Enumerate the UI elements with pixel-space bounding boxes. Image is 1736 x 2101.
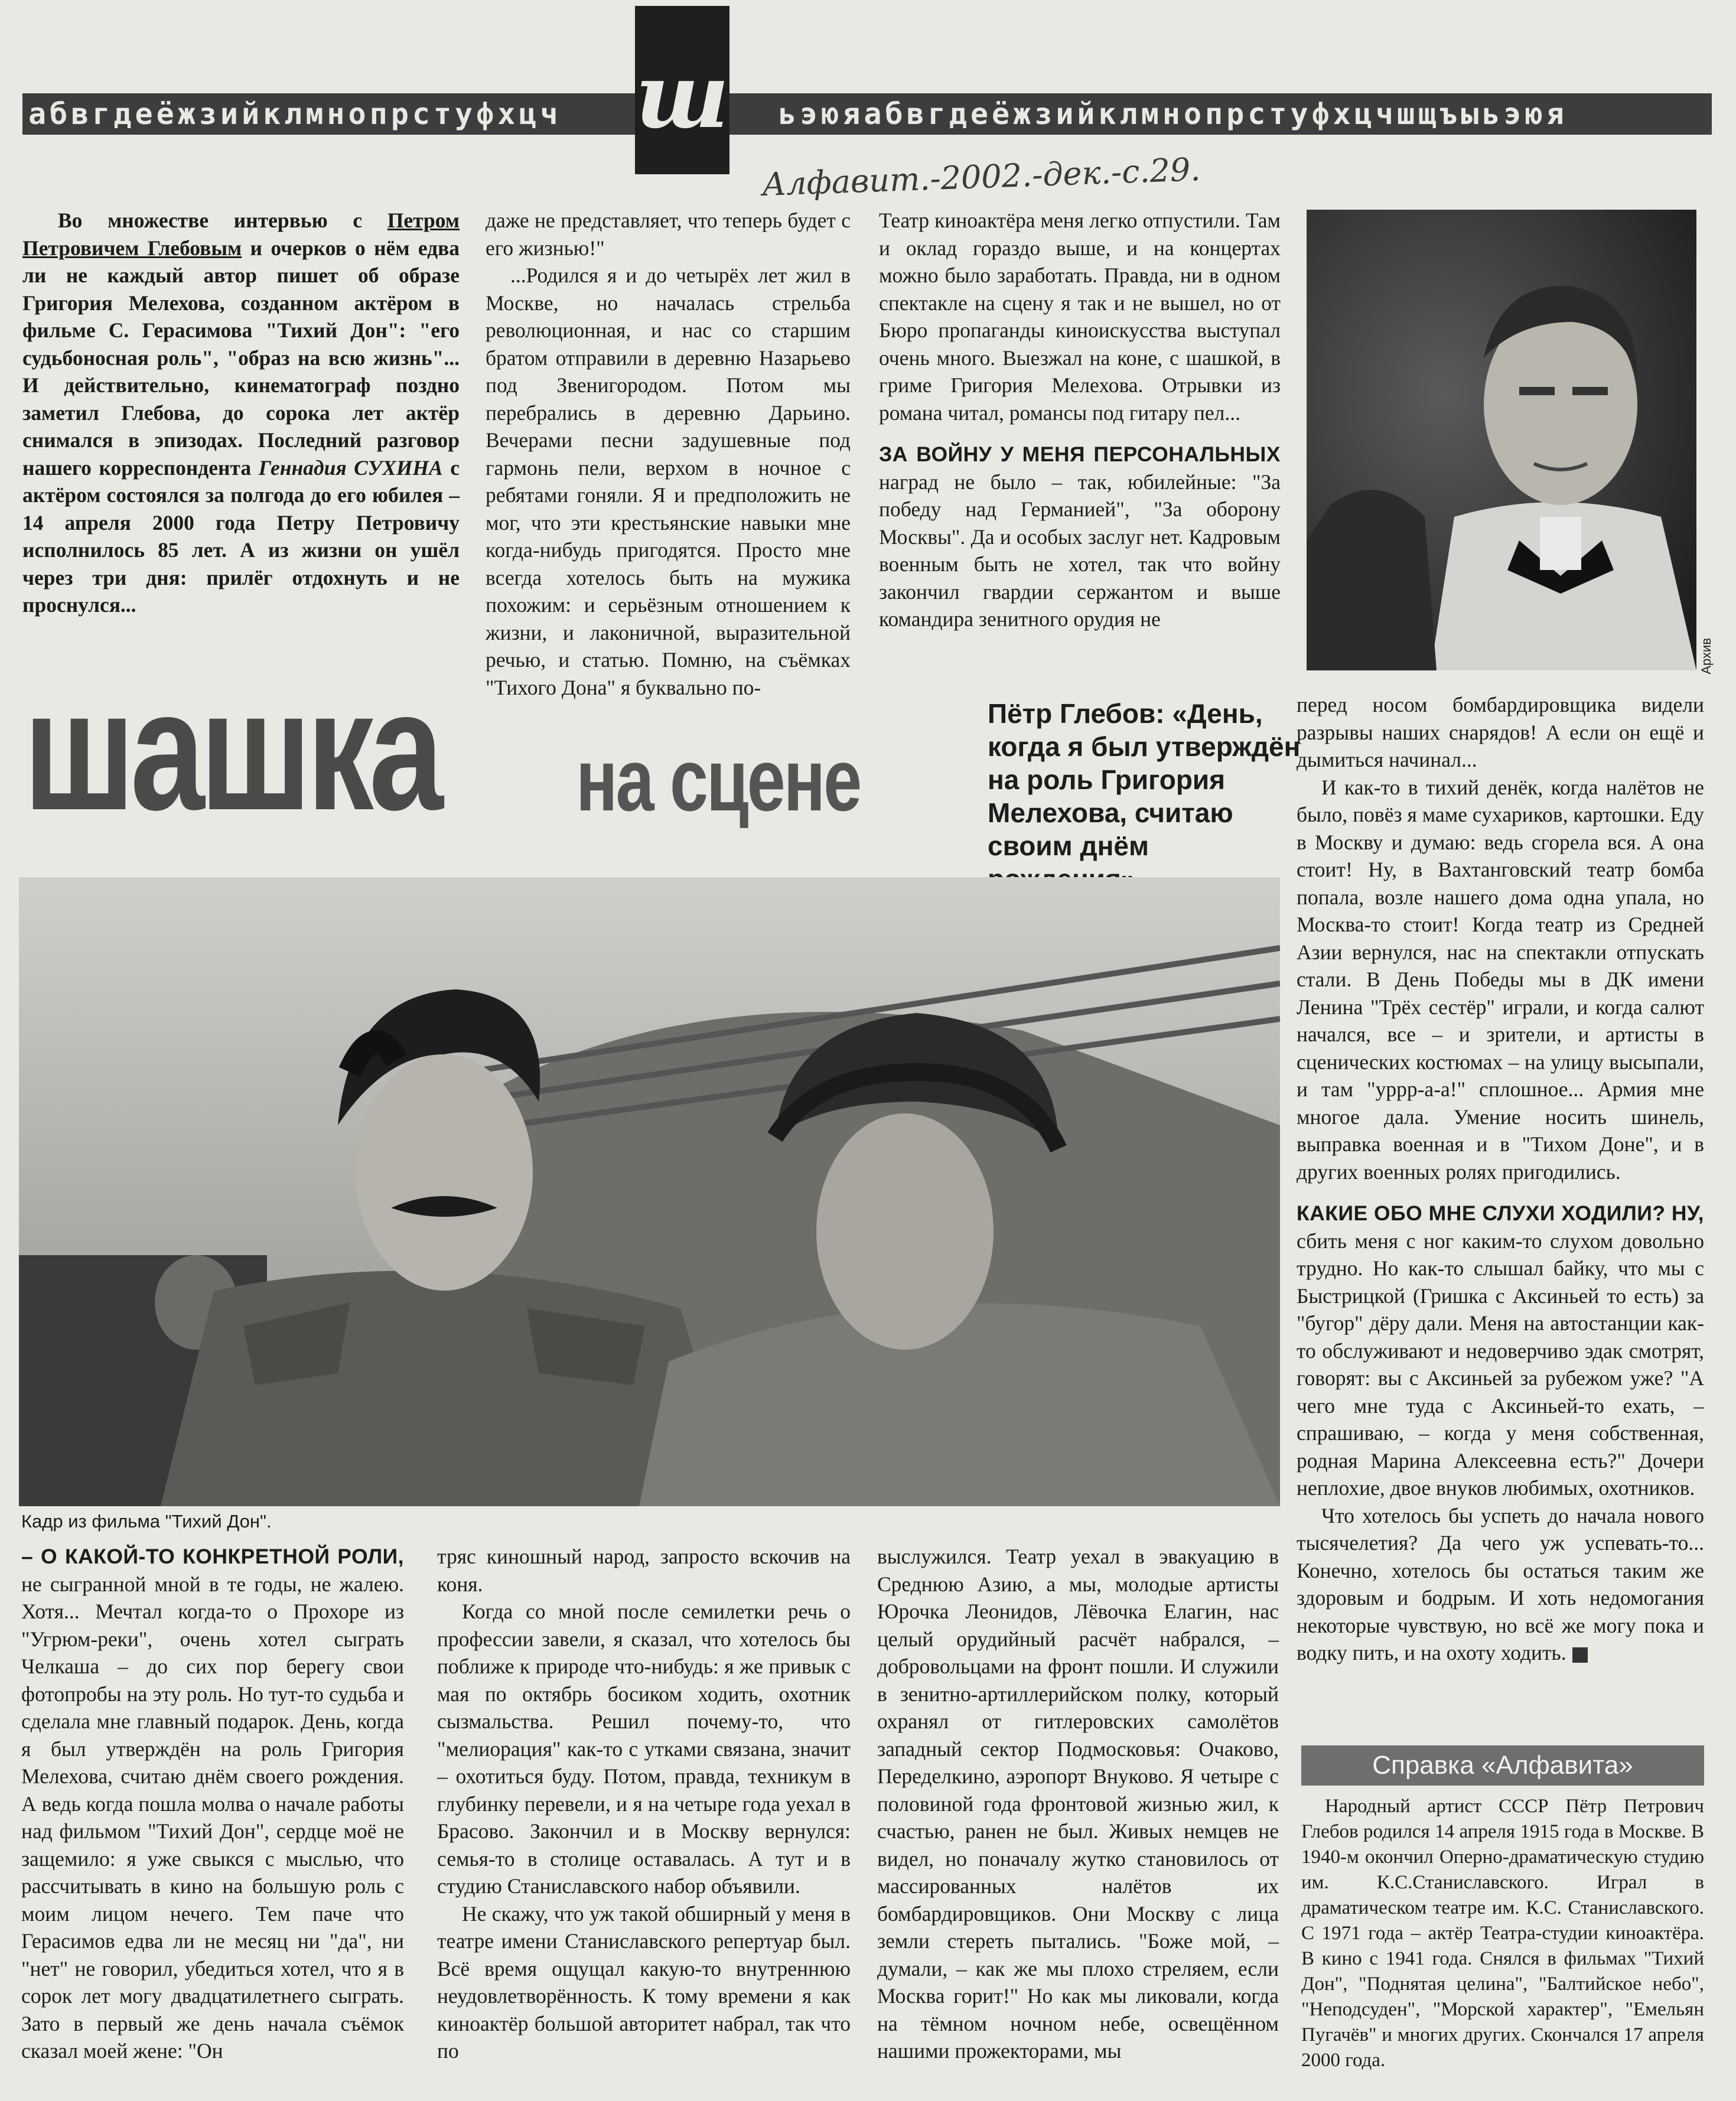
text-paragraph: даже не представляет, что теперь будет с его жизнью!" — [486, 209, 851, 260]
section-paragraph: ЗА ВОЙНУ У МЕНЯ ПЕРСОНАЛЬНЫХ наград не было – так, юбилейные: "За победу над Германией", "За оборону Москвы". Да и особых заслуг нет. Кадровым военным быть не хотел, так что войну закончил гвардии сержантом и выше командира зенитного орудия не — [879, 442, 1281, 631]
text-paragraph: Театр киноактёра меня легко отпустили. Там и оклад гораздо выше, и на концертах можно было заработать. Правда, ни в одном спектакле на сцену я так и не вышел, но от Бюро пропаганды киноискусства выступал очень много. Выезжал на коне, с шашкой, в гриме Григория Мелехова. Отрывки из романа читал, романсы под гитару пел... — [879, 209, 1281, 425]
portrait-illustration — [1307, 210, 1696, 670]
alphabet-rubric-bar — [22, 93, 1712, 135]
photo-credit: Архив — [1699, 638, 1714, 675]
correspondent-name: Геннадия СУХИНА — [258, 455, 443, 480]
bottom-column-3 — [877, 1543, 1279, 2065]
film-still-photo — [19, 877, 1280, 1506]
handwritten-note: Алфавит.-2002.-дек.-с.29. — [761, 151, 1201, 203]
text-paragraph: Что хотелось бы успеть до начала нового тысячелетия? Да чего уж успевать-то... Конечно, хотелось бы остаться таким же здоровым и бодрым. И хоть недомогания некоторые чувствую, но всё же могу пока и водку пить, и на охоту ходить. — [1297, 1503, 1704, 1664]
section-paragraph: КАКИЕ ОБО МНЕ СЛУХИ ХОДИЛИ? НУ, сбить меня с ног каким-то слухом довольно трудно. Но как-то слышал байку, что мы с Быстрицкой (Гришка с Аксиньей то есть) за "бугор" дёру дали. Меня на автостанции как-то обслуживают и недоверчиво эдак смотрят, говорят: вы с Аксиньей за рубежом уже? "А чего мне туда с Аксиньей-то ехать, – спрашиваю, – когда у меня собственная, родная Марина Алексеевна есть?" Дочери неплохие, двое внуков любимых, охотников. — [1297, 1201, 1704, 1500]
film-still-illustration — [19, 877, 1280, 1506]
pull-quote: Пётр Глебов: «День, когда я был утверждён на роль Григория Мелехова, считаю своим днём — [988, 698, 1301, 861]
end-of-article-mark — [1572, 1647, 1588, 1663]
intro-paragraph: Во множестве интервью с Петром Петровичем Глебовым и очерков о нём едва ли не каждый автор пишет об образе Григория Мелехова, созданном актёром в фильме С. Герасимова "Тихий Дон": "его судьбоносная роль", "образ на всю жизнь"... И действительно, кинематограф поздно заметил Глебова, до сорока лет актёр снимался в эпизодах. Последний разговор нашего корреспондента Геннадия СУХИНА с актёром состоялся за полгода до его юбилея – 14 апреля 2000 года Петру Петровичу исполнилось 85 лет. А из жизни он ушёл через три дня: прилёг отдохнуть и не проснулся... — [22, 209, 460, 617]
text-paragraph: перед носом бомбардировщика видели разрывы наших снарядов! А если он ещё и дымиться начинал... — [1297, 693, 1704, 771]
text-paragraph: тряс киношный народ, запросто вскочив на коня. — [437, 1545, 851, 1596]
rubric-letter: ш — [635, 44, 729, 148]
text-paragraph: И как-то в тихий денёк, когда налётов не было, повёз я маме сухариков, картошки. Еду в Москву и думаю: ведь сгорела вся. А она стоит! Ну, в Вахтанговский театр бомба попала, возле нашего дома одна упала, но Москва-то стоит! Когда театр из Средней Азии вернулся, нас на спектакли отпускать стали. В День Победы мы в ДК имени Ленина "Трёх сестёр" играли, и когда салют начался, все – и зрители, и артисты в сценических костюмах – на улицу высыпали, и там "уррр-а-а!" сплошное... Армия мне многое дала. Умение носить шинель, выправка военная и в "Тихом Доне", и в других военных ролях пригодились. — [1297, 775, 1704, 1184]
film-still-caption: Кадр из фильма "Тихий Дон". — [21, 1511, 272, 1532]
text-paragraph: Когда со мной после семилетки речь о профессии завели, я сказал, что хотелось бы поближе к природе что-нибудь: я же привык с мая по октябрь босиком ходить, охотник сызмальства. Решил почему-то, что "мелиорация" как-то с утками связана, значит – охотиться буду. Потом, правда, техникум в глубинку перевели, и я на четыре года уехал в Брасово. Закончил и в Москву вернулся: семья-то в столице оставалась. А тут и в студию Станиславского набор объявили. — [437, 1600, 851, 1898]
section-subhead: КАКИЕ ОБО МНЕ СЛУХИ ХОДИЛИ? НУ, — [1297, 1201, 1704, 1225]
bottom-column-1 — [21, 1543, 404, 2065]
subject-name: Петром Петровичем Глебовым — [22, 209, 460, 260]
headline-main: шашка — [24, 654, 439, 846]
section-subhead: – О КАКОЙ-ТО КОНКРЕТНОЙ РОЛИ, — [21, 1545, 404, 1568]
right-column — [1297, 691, 1704, 1667]
rubric-letter-badge — [635, 6, 729, 174]
text-paragraph: ...Родился я и до четырёх лет жил в Москве, но началась стрельба революционная, и нас со старшим братом отправили в деревню Назарьево под Звенигородом. Потом мы перебрались в деревню Дарьино. Вечерами песни задушевные под гармонь пели, верхом в ночное с ребятами гоняли. Я и предположить не мог, что эти крестьянские навыки мне когда-нибудь пригодятся. Просто мне всегда хотелось быть на мужика похожим: и серьёзным отношением к жизни, и лаконичной, выразительной речью, и статью. Помню, на съёмках "Тихого Дона" я буквально по- — [486, 263, 851, 699]
rubric-letters-right: ьэюяабвгдеёжзийклмнопрстуфхцчшщъыьэюя — [779, 97, 1568, 131]
reference-box — [1301, 1745, 1704, 2073]
reference-title: Справка «Алфавита» — [1301, 1745, 1704, 1786]
text-paragraph: выслужился. Театр уехал в эвакуацию в Среднюю Азию, а мы, молодые артисты Юрочка Леонидов, Лёвочка Елагин, нас целый орудийный расчёт набрался, – добровольцами на фронт пошли. И служили в зенитно-артиллерийском полку, который охранял от гитлеровских самолётов западный сектор Подмосковья: Очаково, Переделкино, аэропорт Внуково. Я четыре с половиной года фронтовой жизнью жил, к счастью, ранен не был. Живых немцев не видел, но поначалу жутко становилось от массированных налётов их бомбардировщиков. Они Москву с лица земли стереть пытались. "Боже мой, – думали, – как же мы плохо стреляем, если Москва горит!" Но как мы ликовали, когда на тёмном ночном небе, освещённом нашими прожекторами, мы — [877, 1545, 1279, 2063]
section-paragraph: – О КАКОЙ-ТО КОНКРЕТНОЙ РОЛИ, не сыгранной мной в те годы, не жалею. Хотя... Мечтал когда-то о Прохоре из "Угрюм-реки", очень хотел сыграть Челкаша – до сих пор берегу свои фотопробы на эту роль. Но тут-то судьба и сделала мне главный подарок. День, когда я был утверждён на роль Григория Мелехова, считаю днём своего рождения. А ведь когда пошла молва о начале работы над фильмом "Тихий Дон", сердце моё не защемило: я уже свыкся с мыслью, что рассчитывать в кино на большую роль с моим лицом нечего. Тем паче что Герасимов едва ли не месяц ни "да", ни "нет" не говорил, убедиться хотел, что я в сорок лет могу двадцатилетнего сыграть. Зато в первый же день начала съёмок сказал моей жене: "Он — [21, 1545, 404, 2063]
section-subhead: ЗА ВОЙНУ У МЕНЯ ПЕРСОНАЛЬНЫХ — [879, 442, 1281, 466]
text-paragraph: Не скажу, что уж такой обширный у меня в театре имени Станиславского репертуар был. Всё время ощущал какую-то внутреннюю неудовлетворённость. К тому времени я как киноактёр большой авторитет набрал, так что по — [437, 1901, 851, 2063]
top-column-3 — [879, 207, 1281, 633]
portrait-photo — [1307, 210, 1696, 670]
rubric-letters-left: абвгдеёжзийклмнопрстуфхцч — [28, 97, 562, 131]
rubric-letter-graphic — [635, 6, 729, 174]
reference-body: Народный артист СССР Пётр Петрович Глебов родился 14 апреля 1915 года в Москве. В 1940-м окончил Оперно-драматическую студию им. К.С.Станиславского. Играл в драматическом театре им. К.С. Станиславского. С 1971 года – актёр Театра-студии киноактёра. В кино с 1941 года. Снялся в фильмах "Тихий Дон", "Поднятая целина", "Балтийское небо", "Неподсуден", "Морской характер", "Емельян Пугачёв" и многих других. Скончался 17 апреля 2000 года. — [1301, 1796, 1704, 2071]
top-column-2 — [486, 207, 851, 701]
headline-sub: на сцене — [576, 730, 861, 829]
bottom-column-2 — [437, 1543, 851, 2065]
